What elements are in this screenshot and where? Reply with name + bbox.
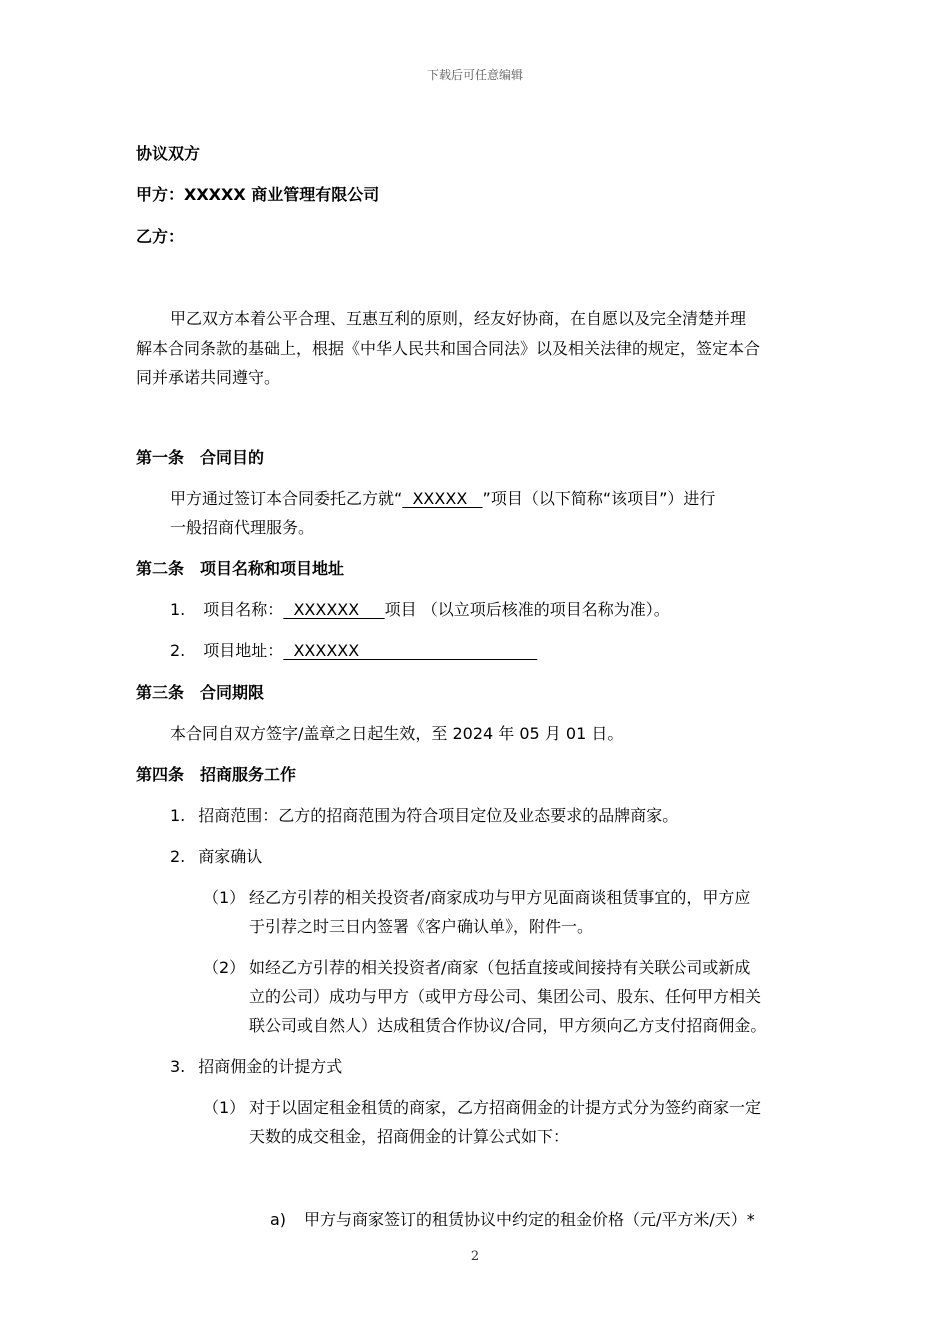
project-blank: XXXXX bbox=[402, 489, 483, 508]
item-label: 项目地址： bbox=[203, 641, 284, 660]
item-number: 2. bbox=[170, 847, 186, 866]
article-1-heading bbox=[136, 448, 264, 468]
item-number: 1. bbox=[170, 600, 186, 619]
item-text: 商家确认 bbox=[198, 847, 263, 866]
project-name-blank: XXXXXX bbox=[283, 600, 385, 619]
formula-text: 甲方与商家签订的租赁协议中约定的租金价格（元/平方米/天）* bbox=[304, 1210, 755, 1229]
sub-item-1-number: （1） bbox=[203, 888, 246, 907]
item-number: 3. bbox=[170, 1057, 186, 1076]
article-1-line-2: 一般招商代理服务。 bbox=[170, 518, 315, 537]
article-3-line-1: 本合同自双方签字/盖章之日起生效，至 2024 年 05 月 01 日。 bbox=[170, 724, 624, 743]
sub-item-3-number: （1） bbox=[203, 1098, 246, 1117]
preamble-line-2: 解本合同条款的基础上，根据《中华人民共和国合同法》以及相关法律的规定，签定本合 bbox=[136, 339, 761, 358]
project-address-blank: XXXXXX bbox=[283, 641, 538, 660]
sub-item-2-line-1: 如经乙方引荐的相关投资者/商家（包括直接或间接持有关联公司或新成 bbox=[249, 958, 751, 977]
item-text: 招商范围：乙方的招商范围为符合项目定位及业态要求的品牌商家。 bbox=[198, 806, 679, 825]
article-4-title: 招商服务工作 bbox=[200, 765, 297, 784]
sub-item-2-line-3: 联公司或自然人）达成租赁合作协议/合同，甲方须向乙方支付招商佣金。 bbox=[249, 1016, 767, 1035]
article-3-heading bbox=[136, 683, 264, 703]
header-note: 下载后可任意编辑 bbox=[426, 68, 523, 82]
article-1-number: 第一条 bbox=[136, 448, 185, 467]
sub-item-3-line-1: 对于以固定租金租赁的商家，乙方招商佣金的计提方式分为签约商家一定 bbox=[249, 1098, 762, 1117]
item-text: 招商佣金的计提方式 bbox=[198, 1057, 343, 1076]
item-label: 项目名称： bbox=[203, 600, 284, 619]
article-2-heading bbox=[136, 559, 344, 579]
article-3-title: 合同期限 bbox=[200, 683, 265, 702]
article-4-item-3 bbox=[170, 1057, 342, 1077]
article-2-number: 第二条 bbox=[136, 559, 185, 578]
sub-item-1-line-2: 于引荐之时三日内签署《客户确认单》，附件一。 bbox=[249, 917, 594, 936]
article-1-text-cont: ”项目（以下简称“该项目”）进行 bbox=[482, 489, 716, 508]
sub-item-2-number: （2） bbox=[203, 958, 246, 977]
preamble-line-3: 同并承诺共同遵守。 bbox=[136, 368, 281, 387]
article-2-title: 项目名称和项目地址 bbox=[200, 559, 345, 578]
article-3-number: 第三条 bbox=[136, 683, 185, 702]
party-a: 甲方：XXXXX 商业管理有限公司 bbox=[136, 185, 380, 204]
preamble-line-1: 甲乙双方本着公平合理、互惠互利的原则，经友好协商，在自愿以及完全清楚并理 bbox=[170, 309, 747, 328]
article-4-item-1 bbox=[170, 806, 678, 826]
item-number: 2. bbox=[170, 641, 186, 660]
item-number: 1. bbox=[170, 806, 186, 825]
item-text: 项目 （以立项后核准的项目名称为准）。 bbox=[384, 600, 670, 619]
article-2-item-1 bbox=[170, 600, 670, 620]
article-1-line-1 bbox=[170, 489, 715, 509]
article-1-text: 甲方通过签订本合同委托乙方就“ bbox=[170, 489, 403, 508]
sub-item-2-line-2: 立的公司）成功与甲方（或甲方母公司、集团公司、股东、任何甲方相关 bbox=[249, 987, 762, 1006]
page-number: 2 bbox=[470, 1249, 480, 1264]
formula-number: a) bbox=[270, 1210, 287, 1229]
article-4-number: 第四条 bbox=[136, 765, 185, 784]
sub-item-1-line-1: 经乙方引荐的相关投资者/商家成功与甲方见面商谈租赁事宜的，甲方应 bbox=[249, 888, 751, 907]
parties-title: 协议双方 bbox=[136, 144, 201, 163]
article-2-item-2 bbox=[170, 641, 537, 661]
article-1-title: 合同目的 bbox=[200, 448, 265, 467]
party-b: 乙方： bbox=[136, 227, 185, 246]
article-4-heading bbox=[136, 765, 296, 785]
article-4-item-2 bbox=[170, 847, 262, 867]
sub-item-3-line-2: 天数的成交租金，招商佣金的计算公式如下： bbox=[249, 1127, 570, 1146]
